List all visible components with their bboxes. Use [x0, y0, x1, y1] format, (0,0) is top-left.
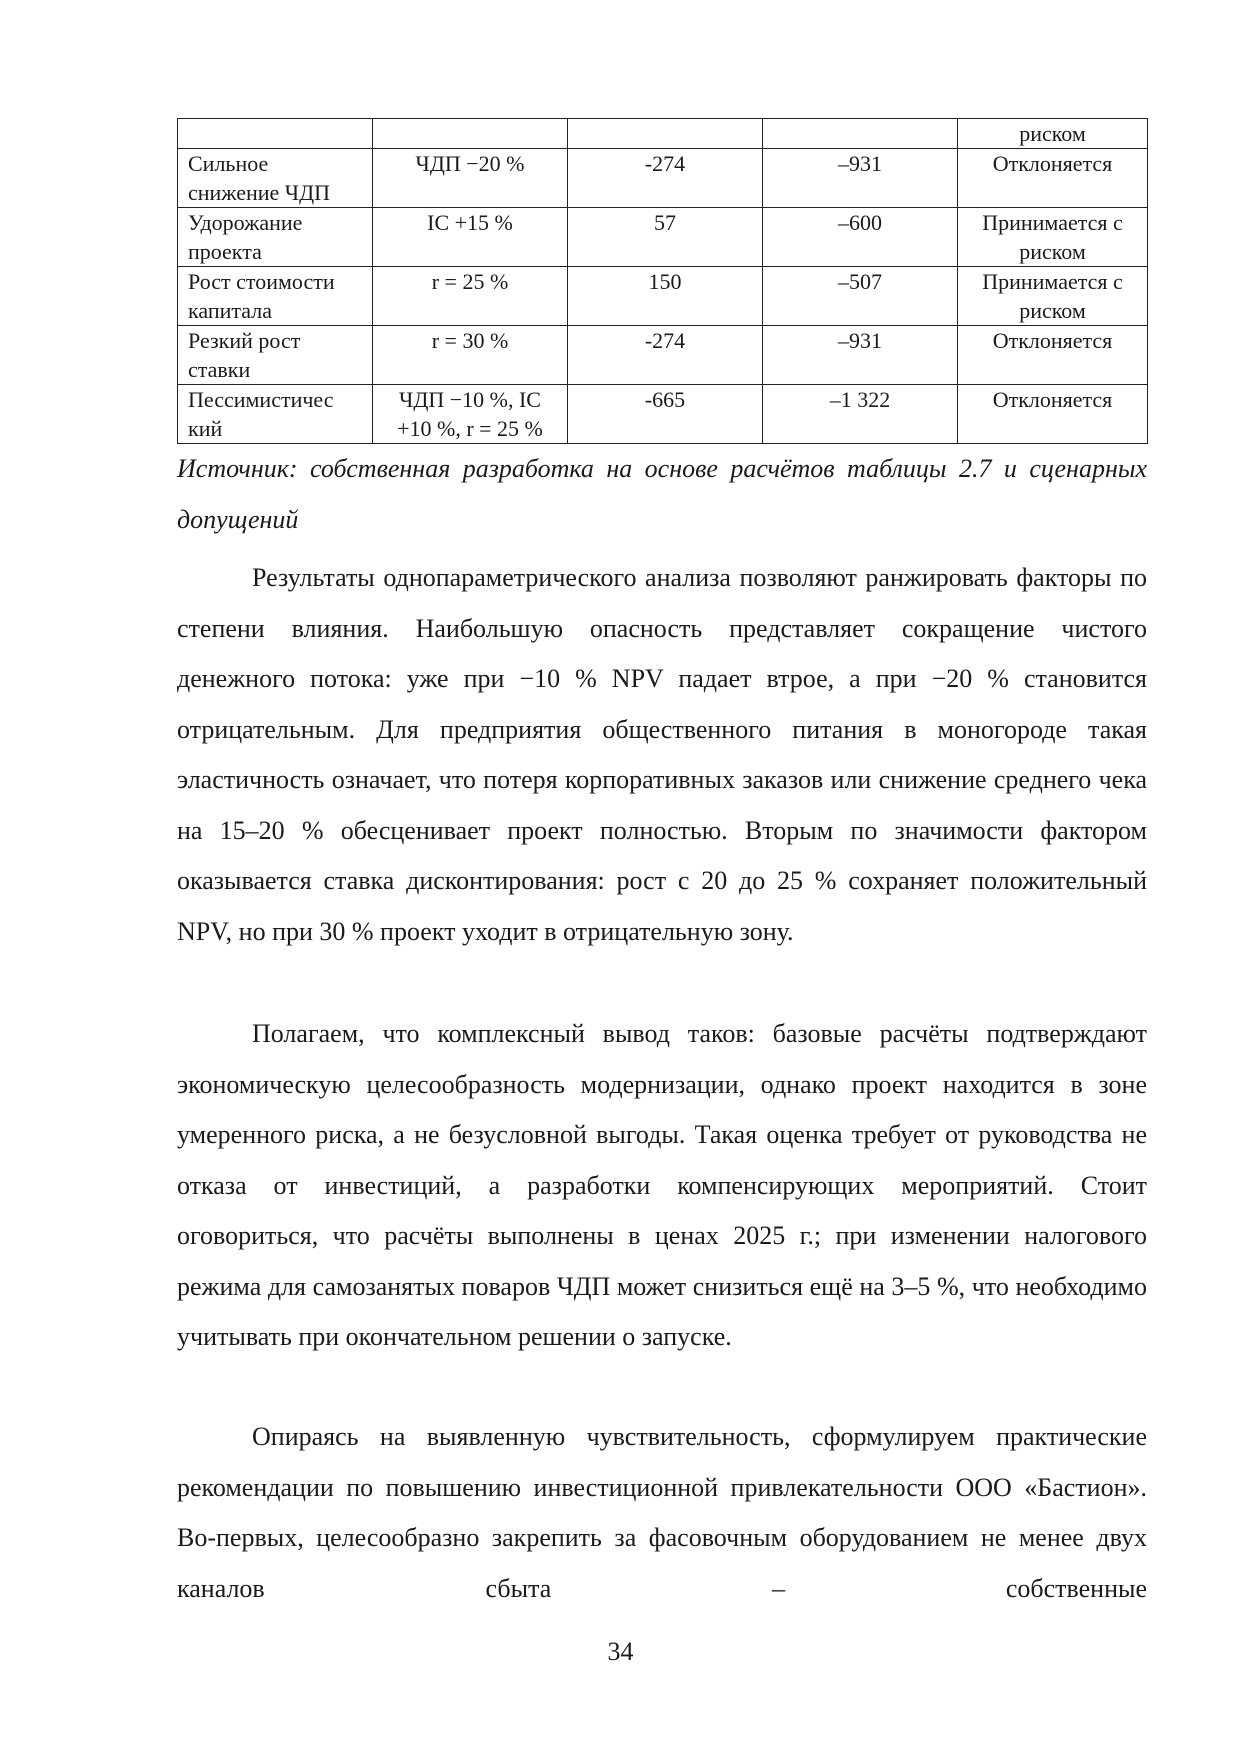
table-source-note: Источник: собственная разработка на основе расчётов таблицы 2.7 и сценарных допущений [177, 454, 1147, 534]
table-cell [763, 119, 958, 149]
table-cell [568, 119, 763, 149]
table-cell: 150 [568, 267, 763, 326]
table-cell: Принимается с риском [958, 267, 1148, 326]
table-cell: Отклоняется [958, 385, 1148, 444]
table-cell: -274 [568, 149, 763, 208]
table-row [178, 208, 1148, 267]
table-cell: -665 [568, 385, 763, 444]
page-number: 34 [607, 1637, 634, 1666]
table-row [178, 267, 1148, 326]
table-cell: –931 [763, 326, 958, 385]
table-cell: Рост стоимости капитала [178, 267, 373, 326]
table-cell: Пессимистичес кий [178, 385, 373, 444]
table-row [178, 326, 1148, 385]
table-cell: Удорожание проекта [178, 208, 373, 267]
body-paragraph: Результаты однопараметрического анализа позволяют ранжировать факторы по степени влияния. Наибольшую опасность представляет сокращение чистого денежного потока: уже при −10 % NPV падает втрое, а при −20 % становится отрицательным. Для предприятия общественного питания в моногороде такая эластичность означает, что потеря корпоративных заказов или снижение среднего чека на 15–20 % обесценивает проект полностью. Вторым по значимости фактором оказывается ставка дисконтирования: рост с 20 до 25 % сохраняет положительный NPV, но при 30 % проект уходит в отрицательную зону. [177, 563, 1147, 946]
table-cell: 57 [568, 208, 763, 267]
table-cell: риском [958, 119, 1148, 149]
table-cell: -274 [568, 326, 763, 385]
table-cell: Принимается с риском [958, 208, 1148, 267]
table-cell: Отклоняется [958, 326, 1148, 385]
table-row [178, 385, 1148, 444]
table-cell: IC +15 % [373, 208, 568, 267]
table-cell: r = 30 % [373, 326, 568, 385]
sensitivity-table [177, 118, 1148, 444]
body-paragraph: Опираясь на выявленную чувствительность, сформулируем практические рекомендации по повышению инвестиционной привлекательности ООО «Бастион». Во-первых, целесообразно закрепить за фасовочным оборудованием не менее двух каналов сбыта – собственные [177, 1422, 1147, 1603]
table-cell: Сильное снижение ЧДП [178, 149, 373, 208]
table-cell: Резкий рост ставки [178, 326, 373, 385]
table-cell: ЧДП −10 %, IC +10 %, r = 25 % [373, 385, 568, 444]
table-row [178, 149, 1148, 208]
body-paragraph: Полагаем, что комплексный вывод таков: базовые расчёты подтверждают экономическую целесообразность модернизации, однако проект находится в зоне умеренного риска, а не безусловной выгоды. Такая оценка требует от руководства не отказа от инвестиций, а разработки компенсирующих мероприятий. Стоит оговориться, что расчёты выполнены в ценах 2025 г.; при изменении налогового режима для самозанятых поваров ЧДП может снизиться ещё на 3–5 %, что необходимо учитывать при окончательном решении о запуске. [177, 1019, 1147, 1351]
table-cell: –1 322 [763, 385, 958, 444]
table-cell: –507 [763, 267, 958, 326]
table-cell: Отклоняется [958, 149, 1148, 208]
table-cell: r = 25 % [373, 267, 568, 326]
table-cell [373, 119, 568, 149]
table-cell: ЧДП −20 % [373, 149, 568, 208]
table-cell: –600 [763, 208, 958, 267]
table-cell: –931 [763, 149, 958, 208]
table-row [178, 119, 1148, 149]
table-cell [178, 119, 373, 149]
